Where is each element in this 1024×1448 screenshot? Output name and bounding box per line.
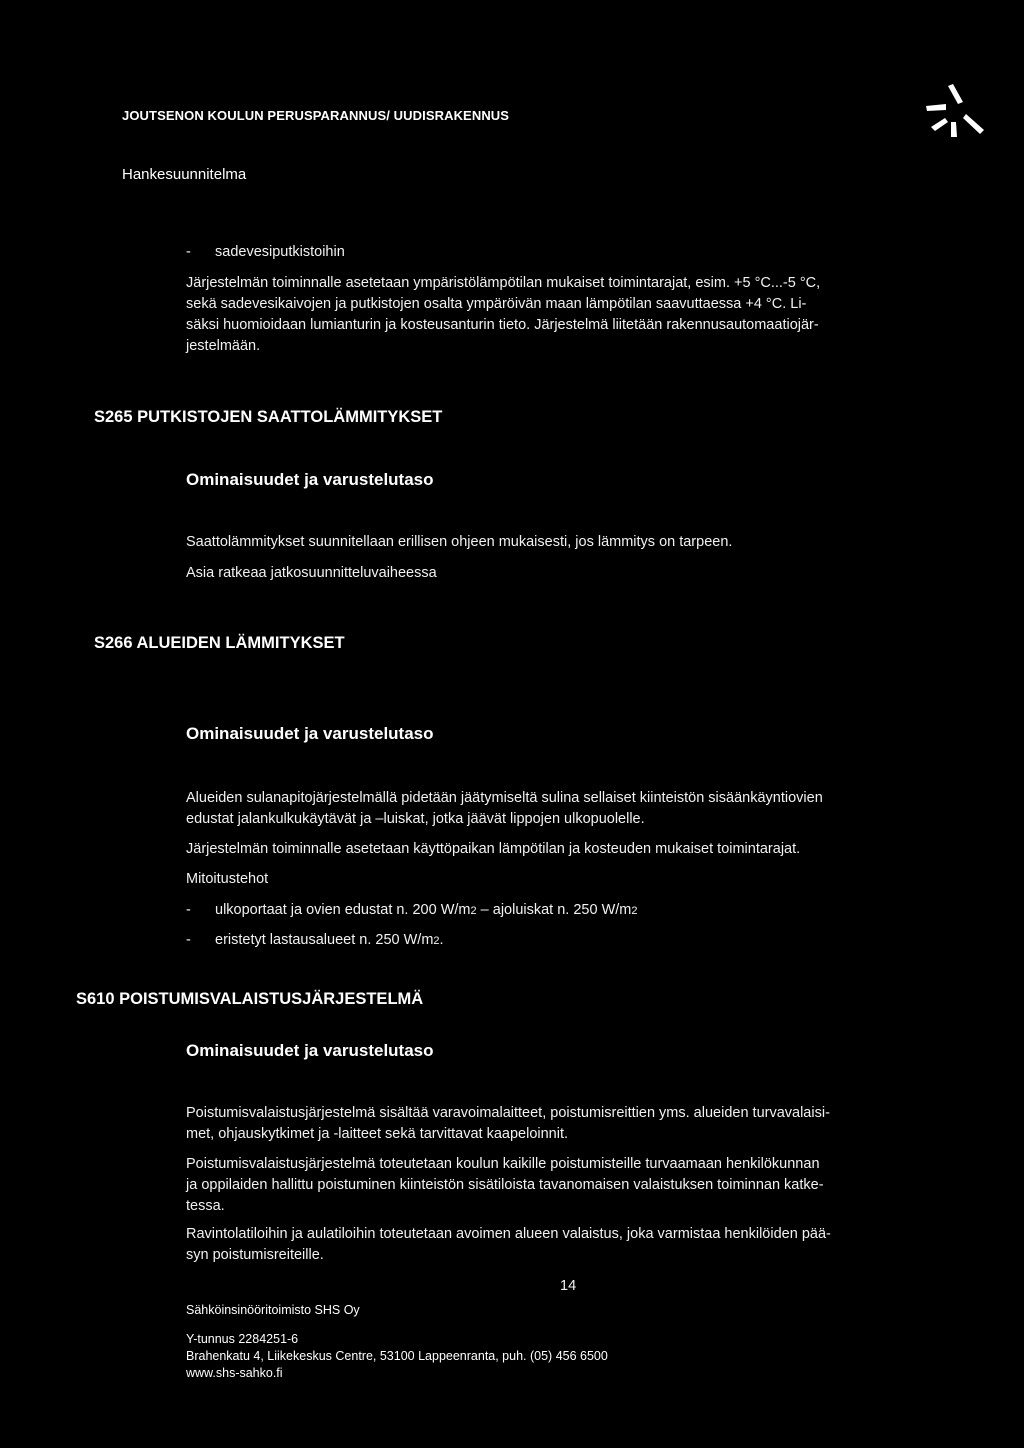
- document-subtitle: Hankesuunnitelma: [122, 166, 247, 183]
- bullet-text: – ajoluiskat n. 250 W/m: [476, 902, 632, 918]
- intro-line: sekä sadevesikaivojen ja putkistojen osalta ympäröivän maan lämpötilan saavuttaessa +4 °C. Li-: [186, 296, 807, 312]
- intro-line: jestelmään.: [186, 338, 261, 354]
- document-header-title: JOUTSENON KOULUN PERUSPARANNUS/ UUDISRAKENNUS: [122, 108, 510, 123]
- s266-bullet-2: [215, 930, 444, 952]
- bullet-text: eristetyt lastausalueet n. 250 W/m: [215, 932, 434, 948]
- s266-para1-line: edustat jalankulkukäytävät ja –luiskat, jotka jäävät lippojen ulkopuolelle.: [186, 811, 645, 827]
- s610-paragraph-2: [186, 1154, 966, 1217]
- subheading-s610: Ominaisuudet ja varustelutaso: [186, 1041, 434, 1060]
- s610-para3-line: syn poistumisreiteille.: [186, 1247, 324, 1263]
- subheading-s265: Ominaisuudet ja varustelutaso: [186, 470, 434, 489]
- s610-para1-line: met, ohjauskytkimet ja -laitteet sekä tarvittavat kaapeloinnit.: [186, 1126, 569, 1142]
- s610-para2-line: Poistumisvalaistusjärjestelmä toteutetaan koulun kaikille poistumisteille turvaamaan henkilökunnan: [186, 1156, 820, 1172]
- page-number: 14: [560, 1278, 577, 1294]
- subheading-s266: Ominaisuudet ja varustelutaso: [186, 724, 434, 743]
- s610-para3-line: Ravintolatiloihin ja aulatiloihin toteutetaan avoimen alueen valaistus, joka varmistaa henkilöiden pää-: [186, 1226, 831, 1242]
- bullet-dash: -: [186, 932, 191, 948]
- footer-company: Sähköinsinööritoimisto SHS Oy: [186, 1303, 360, 1317]
- intro-paragraph: [186, 273, 966, 357]
- footer-website: www.shs-sahko.fi: [186, 1366, 283, 1380]
- footer-business-id: Y-tunnus 2284251-6: [186, 1332, 299, 1346]
- bullet-text: .: [439, 932, 444, 948]
- section-heading-s266: S266 ALUEIDEN LÄMMITYKSET: [94, 634, 345, 652]
- s610-para2-line: tessa.: [186, 1198, 225, 1214]
- intro-line: Järjestelmän toiminnalle asetetaan ympäristölämpötilan mukaiset toimintarajat, esim. +5 °C...-5 °C,: [186, 275, 821, 291]
- s266-bullet-1: [215, 900, 638, 922]
- s610-paragraph-3: [186, 1224, 966, 1266]
- intro-line: säksi huomioidaan lumianturin ja kosteusanturin tieto. Järjestelmä liitetään rakennusautomaatiojär-: [186, 317, 819, 333]
- intro-bullet-text: sadevesiputkistoihin: [215, 244, 345, 260]
- s610-para2-line: ja oppilaiden hallittu poistuminen kiinteistön sisätiloista tavanomaisen valaistuksen toiminnan katke-: [186, 1177, 824, 1193]
- section-heading-s265: S265 PUTKISTOJEN SAATTOLÄMMITYKSET: [94, 408, 443, 426]
- unit-superscript: 2: [631, 905, 638, 917]
- s265-line-2: Asia ratkeaa jatkosuunnitteluvaiheessa: [186, 565, 437, 581]
- footer-contact: [186, 1331, 608, 1382]
- unit-superscript: 2: [470, 905, 477, 917]
- unit-superscript: 2: [433, 935, 440, 947]
- s266-paragraph-2: Järjestelmän toiminnalle asetetaan käyttöpaikan lämpötilan ja kosteuden mukaiset toimintarajat.: [186, 841, 801, 857]
- mitoitustehot-label: Mitoitustehot: [186, 871, 269, 887]
- footer-address: Brahenkatu 4, Liikekeskus Centre, 53100 Lappeenranta, puh. (05) 456 6500: [186, 1349, 608, 1363]
- section-heading-s610: S610 POISTUMISVALAISTUSJÄRJESTELMÄ: [76, 990, 424, 1008]
- s265-line-1: Saattolämmitykset suunnitellaan erillisen ohjeen mukaisesti, jos lämmitys on tarpeen.: [186, 534, 733, 550]
- intro-bullet-dash: -: [186, 244, 191, 260]
- s266-para1-line: Alueiden sulanapitojärjestelmällä pidetään jäätymiseltä sulina sellaiset kiinteistön sisäänkäyntiovien: [186, 790, 823, 806]
- bullet-text: ulkoportaat ja ovien edustat n. 200 W/m: [215, 902, 471, 918]
- bullet-dash: -: [186, 902, 191, 918]
- s266-paragraph-1: [186, 788, 966, 830]
- s610-para1-line: Poistumisvalaistusjärjestelmä sisältää varavoimalaitteet, poistumisreittien yms. alueiden turvavalaisi-: [186, 1105, 830, 1121]
- s610-paragraph-1: [186, 1103, 966, 1145]
- shs-sunburst-logo-icon: [922, 82, 988, 138]
